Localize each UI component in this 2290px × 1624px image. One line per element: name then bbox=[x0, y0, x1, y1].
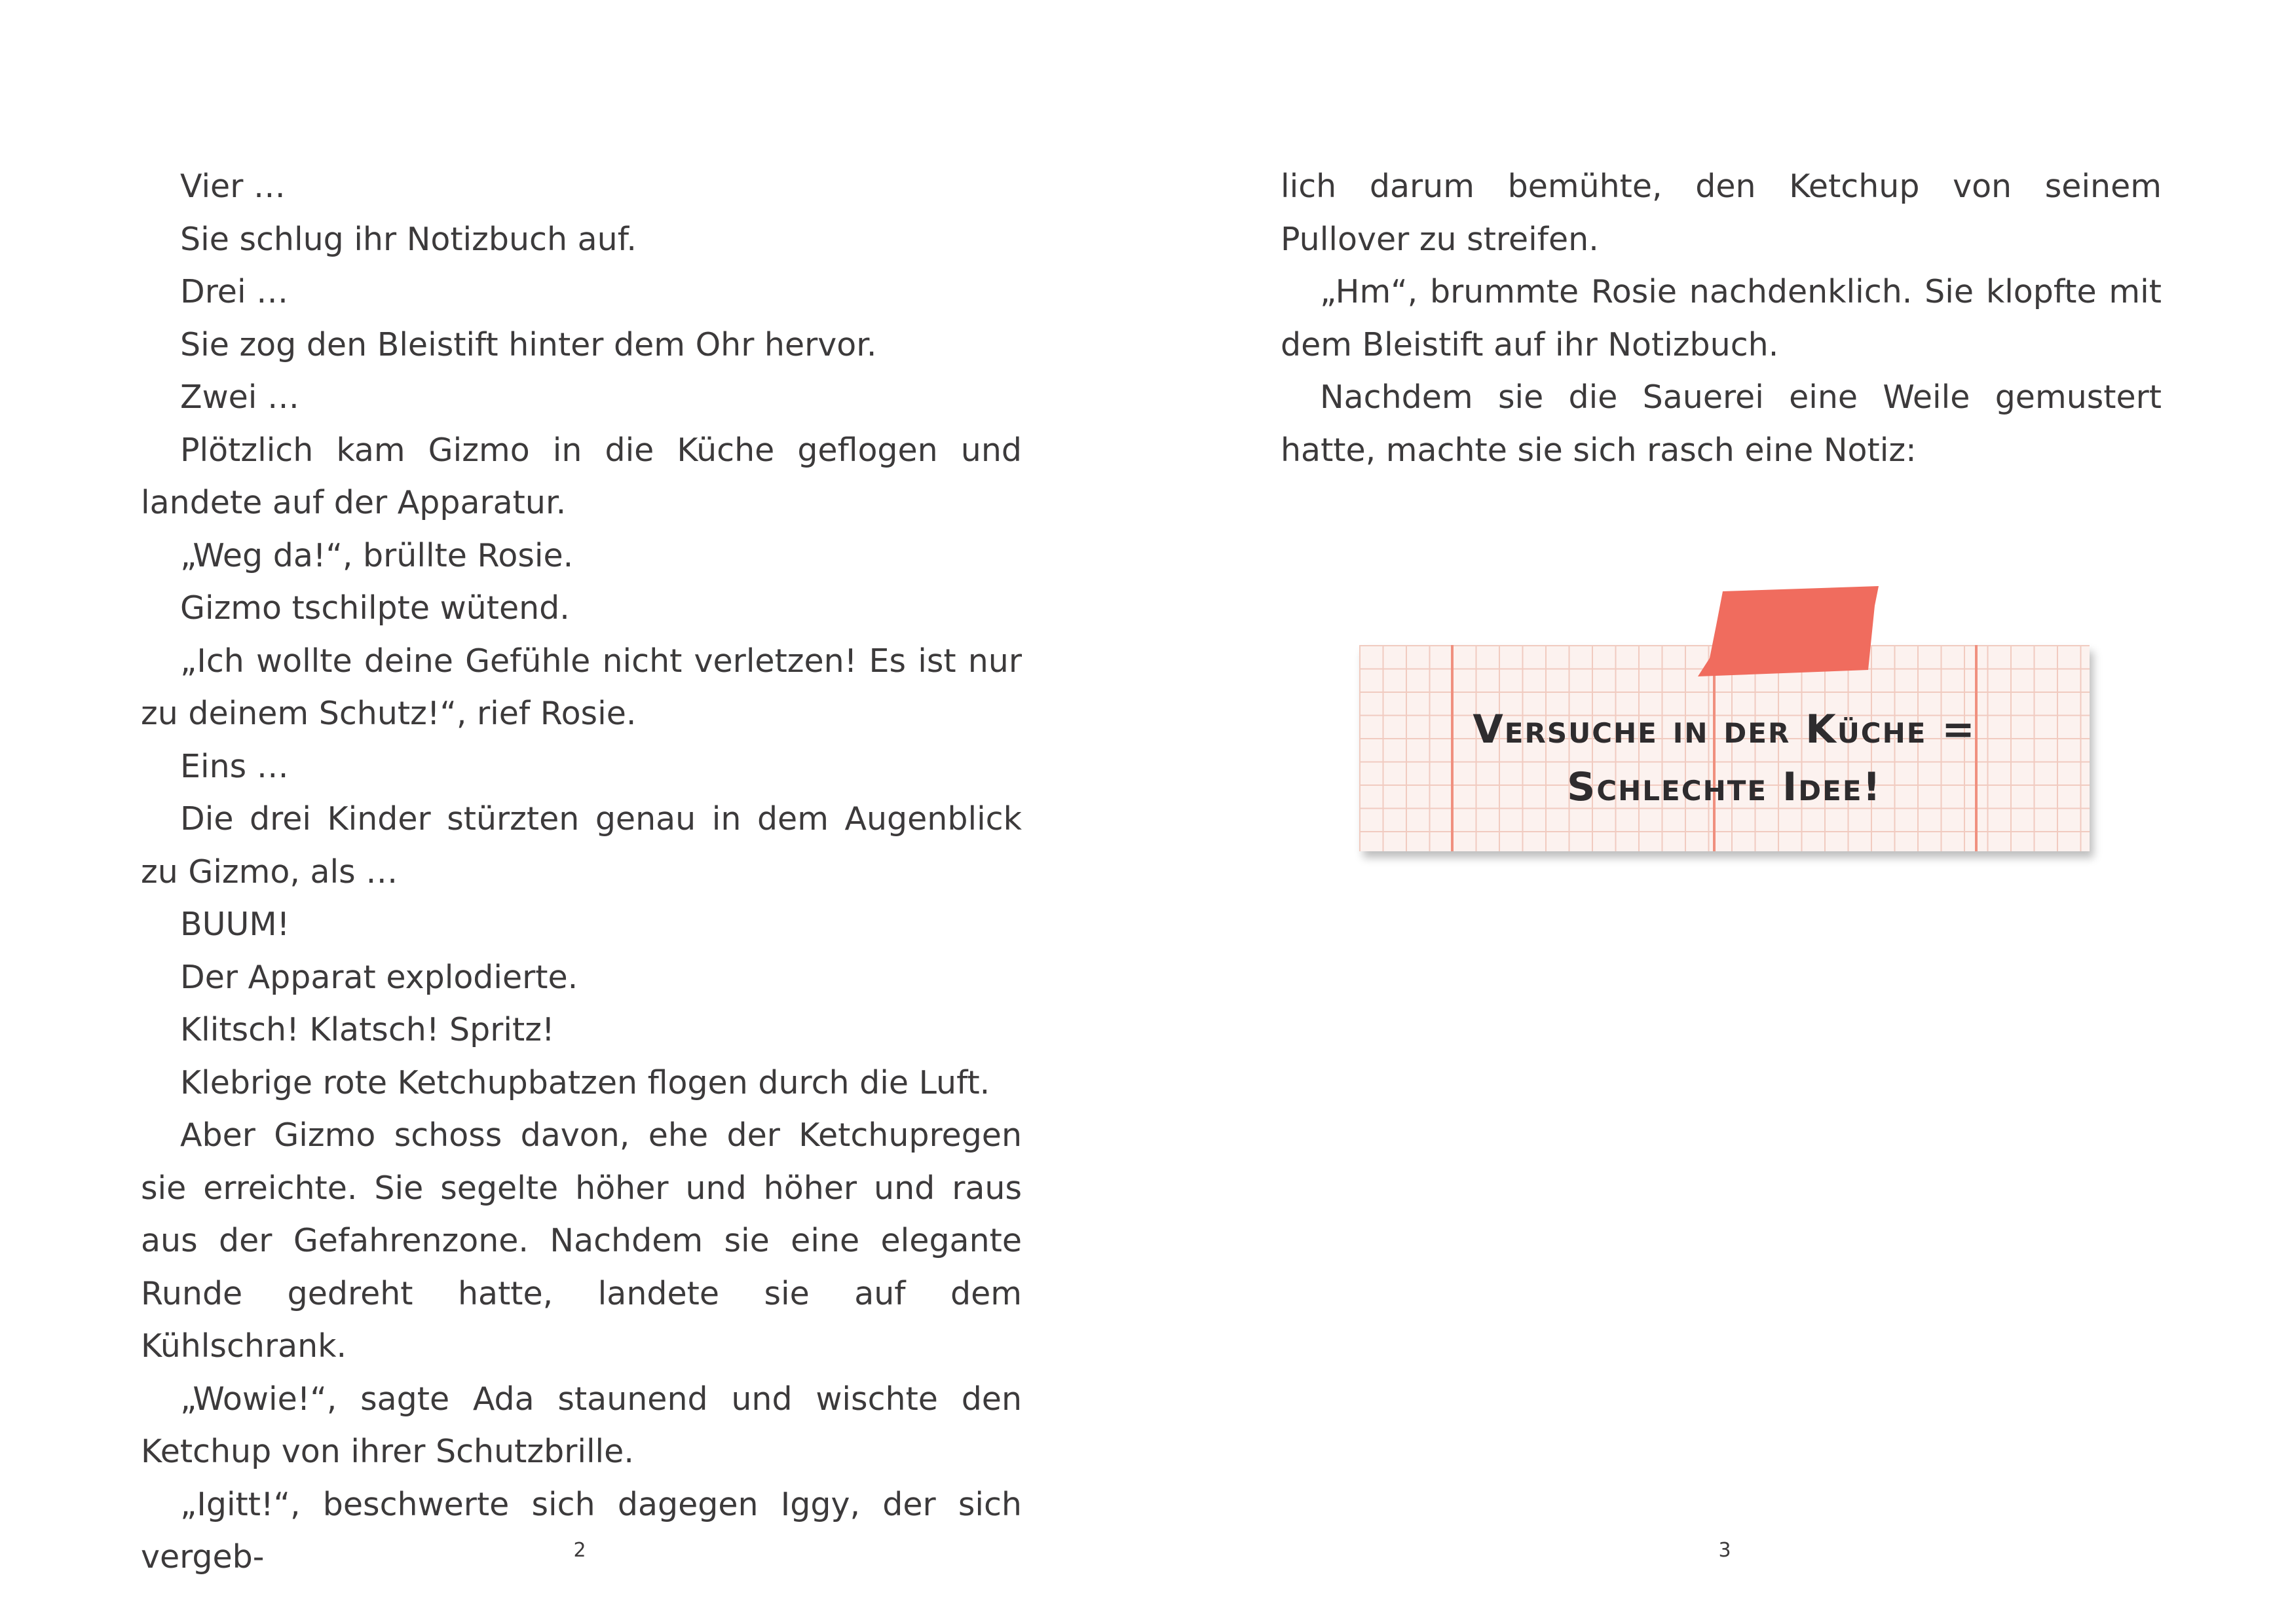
page-number: 3 bbox=[1718, 1539, 1731, 1562]
paragraph: „Hm“, brummte Rosie nachdenklich. Sie klopfte mit dem Bleistift auf ihr Notizbuch. bbox=[1281, 273, 2162, 363]
paragraph: „Weg da!“, brüllte Rosie. bbox=[180, 536, 574, 574]
paragraph: lich darum bemühte, den Ketchup von seinem Pullover zu streifen. bbox=[1281, 168, 2162, 258]
paragraph: Klebrige rote Ketchupbatzen flogen durch die Luft. bbox=[180, 1063, 990, 1101]
paragraph: Sie zog den Bleistift hinter dem Ohr hervor. bbox=[180, 325, 877, 363]
paragraph: Vier … bbox=[180, 168, 286, 205]
paragraph: Aber Gizmo schoss davon, ehe der Ketchupregen sie erreichte. Sie segelte höher und höher und raus aus der Gefahrenzone. Nachdem sie eine elegante Runde gedreht hatte, landete sie auf dem Kühlschrank. bbox=[141, 1116, 1022, 1365]
page-number: 2 bbox=[573, 1539, 586, 1562]
paragraph: Die drei Kinder stürzten genau in dem Augenblick zu Gizmo, als … bbox=[141, 800, 1022, 891]
paragraph: „Ich wollte deine Gefühle nicht verletzen! Es ist nur zu deinem Schutz!“, rief Rosie. bbox=[141, 642, 1022, 732]
left-page-text bbox=[141, 160, 1022, 1584]
paragraph: Eins … bbox=[180, 747, 289, 785]
tape-shape bbox=[1698, 586, 1879, 676]
paragraph: Zwei … bbox=[180, 378, 299, 416]
note-line-1: Versuche in der Küche = bbox=[1473, 707, 1976, 752]
paragraph: BUUM! bbox=[180, 906, 290, 943]
paragraph: Sie schlug ihr Notizbuch auf. bbox=[180, 220, 637, 258]
tape-strip bbox=[1697, 586, 1881, 676]
paragraph: Drei … bbox=[180, 273, 289, 310]
right-page-text bbox=[1281, 160, 2162, 477]
paragraph: Plötzlich kam Gizmo in die Küche geflogen und landete auf der Apparatur. bbox=[141, 431, 1022, 521]
paragraph: „Wowie!“, sagte Ada staunend und wischte den Ketchup von ihrer Schutzbrille. bbox=[141, 1380, 1022, 1470]
note-text bbox=[1359, 701, 2090, 816]
paragraph: Gizmo tschilpte wütend. bbox=[180, 589, 570, 627]
paragraph: Nachdem sie die Sauerei eine Weile gemustert hatte, machte sie sich rasch eine Notiz: bbox=[1281, 378, 2162, 469]
paragraph: Klitsch! Klatsch! Spritz! bbox=[180, 1011, 555, 1048]
paragraph: „Igitt!“, beschwerte sich dagegen Iggy, der sich vergeb- bbox=[141, 1485, 1022, 1576]
note-card bbox=[1359, 645, 2090, 851]
note-line-2: Schlechte Idee! bbox=[1567, 764, 1882, 810]
paragraph: Der Apparat explodierte. bbox=[180, 958, 578, 996]
right-page bbox=[1145, 0, 2290, 1624]
